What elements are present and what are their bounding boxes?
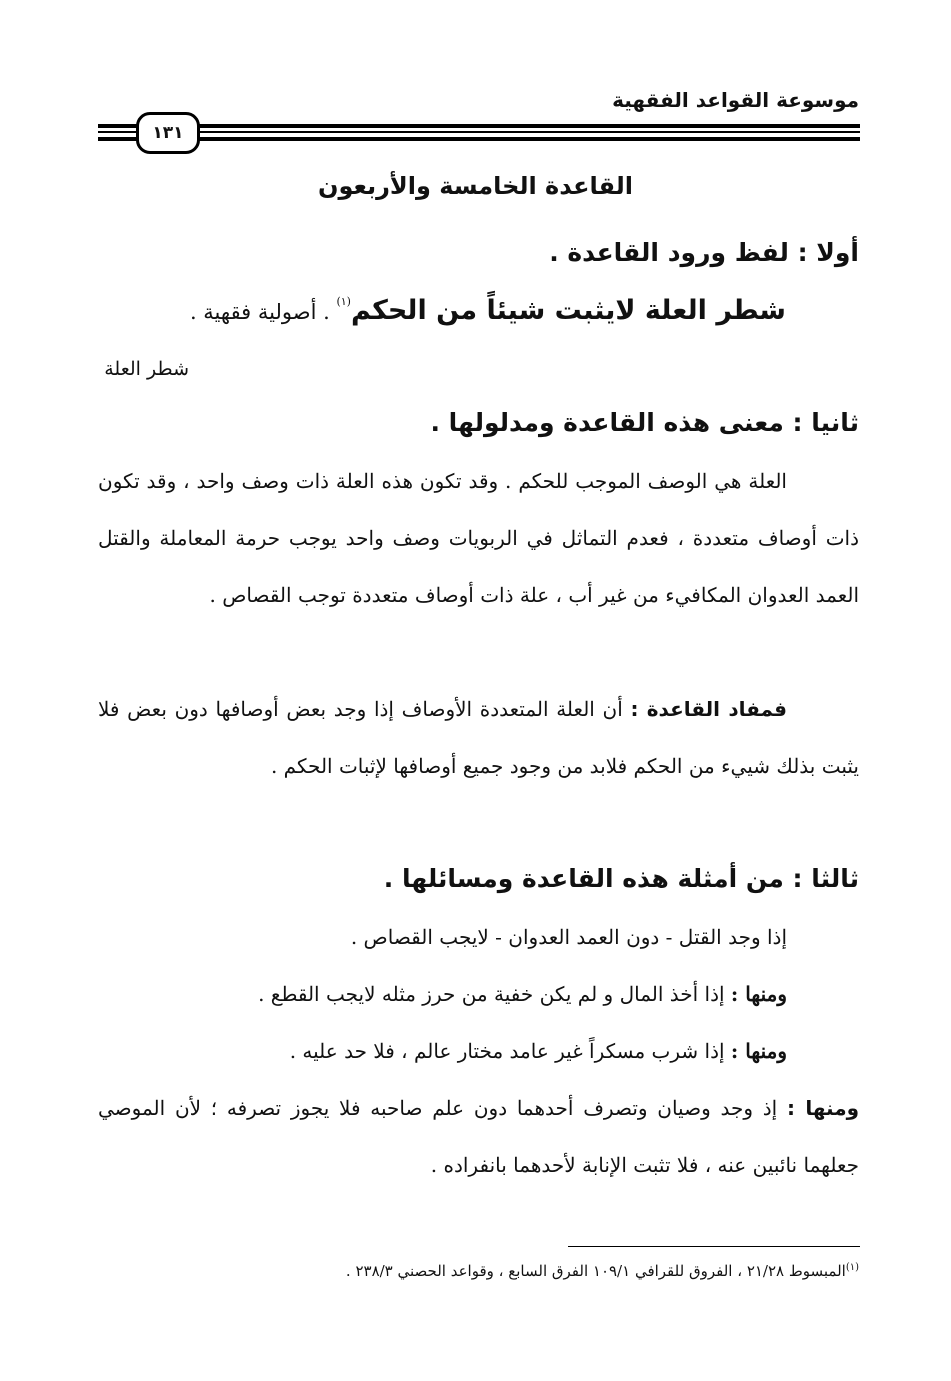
list-item — [98, 1080, 931, 1194]
section-heading-examples: ثالثا : من أمثلة هذه القاعدة ومسائلها . — [383, 864, 859, 893]
list-item — [98, 1023, 859, 1080]
gist-text: أن العلة المتعددة الأوصاف إذا وجد بعض أوصافها دون بعض فلا يثبت بذلك شييء من الحكم فلابد من وجود جميع أوصافها لإثبات الحكم . — [98, 697, 859, 778]
gist-label: فمفاد القاعدة : — [630, 697, 787, 721]
example-label: ومنها : — [730, 1039, 787, 1063]
rule-text: شطر العلة لايثبت شيئاً من الحكم — [350, 295, 786, 326]
section-heading-wording: أولا : لفظ ورود القاعدة . — [549, 238, 859, 267]
example-text: إذا أخذ المال و لم يكن خفية من حرز مثله لايجب القطع . — [258, 982, 725, 1006]
footnote — [346, 1262, 859, 1280]
example-label: ومنها : — [730, 982, 787, 1006]
example-text: إذا وجد القتل - دون العمد العدوان - لايجب القصاص . — [350, 925, 787, 949]
list-item — [98, 966, 859, 1023]
rule-classification: . أصولية فقهية . — [189, 300, 330, 324]
rule-short-form: شطر العلة — [104, 358, 189, 380]
rule-title: القاعدة الخامسة والأربعون — [318, 172, 633, 200]
example-label: ومنها : — [786, 1096, 860, 1120]
example-text: إذ وجد وصيان وتصرف أحدهما دون علم صاحبه فلا يجوز تصرفه ؛ لأن الموصي جعلهما نائبين عنه ، فلا تثبت الإنابة لأحدهما بانفراده . — [98, 1096, 859, 1177]
page-number: ١٣١ — [136, 112, 200, 154]
header-rule — [98, 137, 860, 141]
footnote-marker: (١) — [845, 1262, 859, 1273]
header-rule — [98, 131, 860, 133]
footnote-ref: (١) — [336, 295, 351, 308]
rule-text-line — [190, 295, 786, 326]
examples-list — [98, 909, 859, 1194]
meaning-paragraph: العلة هي الوصف الموجب للحكم . وقد تكون هذه العلة ذات وصف واحد ، وقد تكون ذات أوصاف متعددة ، فعدم التماثل في الربويات وصف واحد يوجب حرمة المعاملة والقتل العمد العدوان المكافيء من غير أب ، علة ذات أوصاف متعددة توجب القصاص . — [98, 469, 859, 607]
book-title: موسوعة القواعد الفقهية — [612, 88, 859, 112]
list-item — [98, 909, 859, 966]
section-heading-meaning: ثانيا : معنى هذه القاعدة ومدلولها . — [430, 408, 859, 437]
footnote-text: المبسوط ٢١/٢٨ ، الفروق للقرافي ١٠٩/١ الفرق السابع ، وقواعد الحصني ٢٣٨/٣ . — [345, 1262, 846, 1280]
gist-paragraph — [98, 681, 859, 795]
footnote-divider — [568, 1246, 860, 1247]
header-rule — [98, 124, 860, 128]
example-text: إذا شرب مسكراً غير عامد مختار عالم ، فلا حد عليه . — [289, 1039, 725, 1063]
